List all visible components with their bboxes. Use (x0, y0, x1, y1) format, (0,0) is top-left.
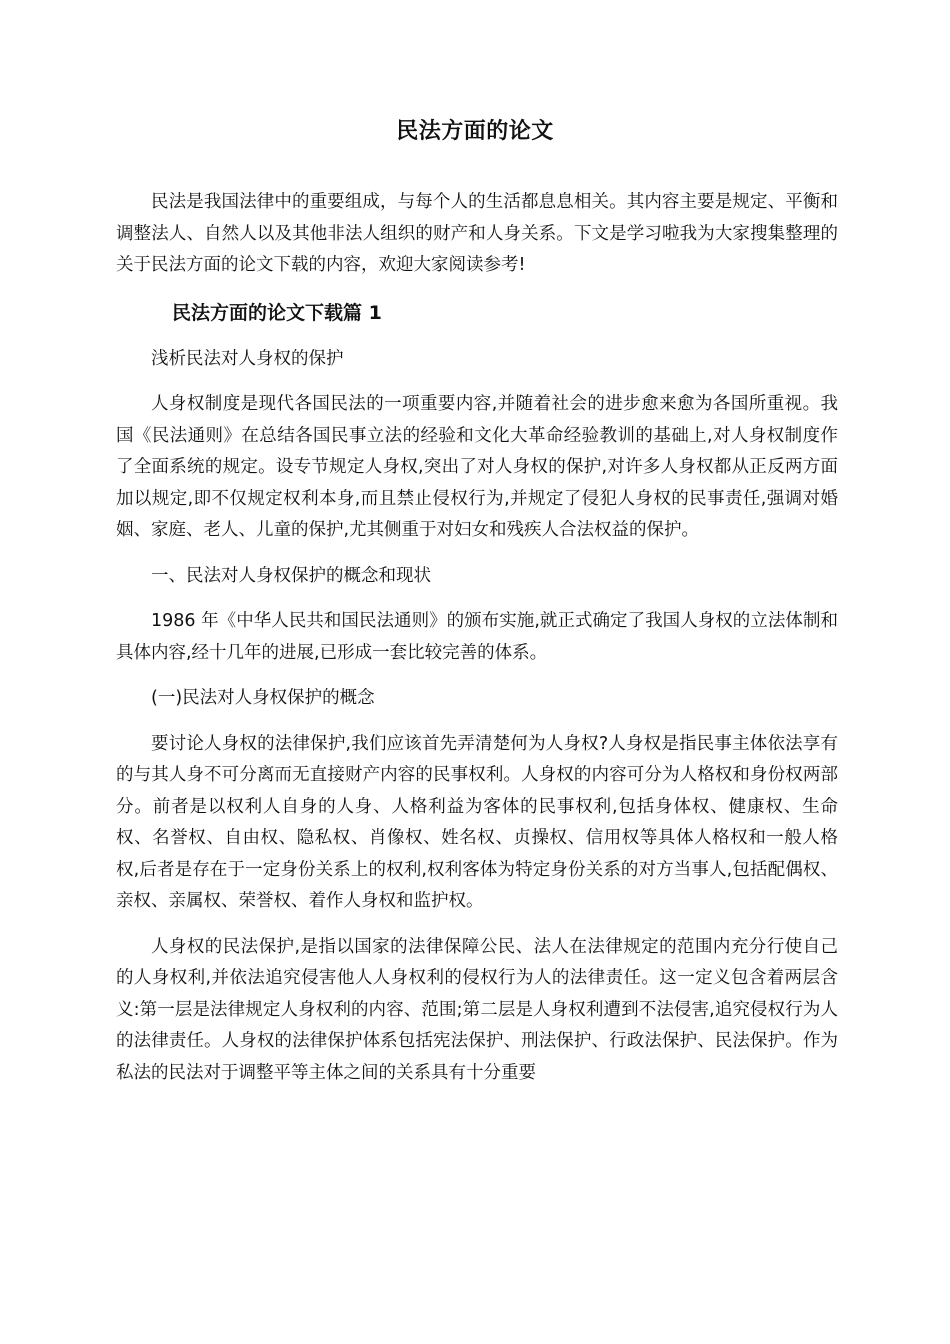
body-paragraph: 人身权制度是现代各国民法的一项重要内容,并随着社会的进步愈来愈为各国所重视。我国《民法通则》在总结各国民事立法的经验和文化大革命经验教训的基础上,对人身权制度作了全面系统的规定。设专节规定人身权,突出了对人身权的保护,对许多人身权都从正反两方面加以规定,即不仅规定权利本身,而且禁止侵权行为,并规定了侵犯人身权的民事责任,强调对婚姻、家庭、老人、儿童的保护,尤其侧重于对妇女和残疾人合法权益的保护。 (116, 394, 838, 540)
subheading: (一)民法对人身权保护的概念 (151, 688, 375, 708)
intro-paragraph: 民法是我国法律中的重要组成，与每个人的生活都息息相关。其内容主要是规定、平衡和调整法人、自然人以及其他非法人组织的财产和人身关系。下文是学习啦我为大家搜集整理的关于民法方面的论文下载的内容，欢迎大家阅读参考! (116, 192, 838, 275)
body-paragraph: 人身权的民法保护,是指以国家的法律保障公民、法人在法律规定的范围内充分行使自己的人身权利,并依法追究侵害他人人身权利的侵权行为人的法律责任。这一定义包含着两层含义:第一层是法律规定人身权利的内容、范围;第二层是人身权利遭到不法侵害,追究侵权行为人的法律责任。人身权的法律保护体系包括宪法保护、刑法保护、行政法保护、民法保护。作为私法的民法对于调整平等主体之间的关系具有十分重要 (116, 936, 838, 1083)
body-paragraph: 1986 年《中华人民共和国民法通则》的颁布实施,就正式确定了我国人身权的立法体制和具体内容,经十几年的进展,已形成一套比较完善的体系。 (116, 611, 838, 663)
document-body (116, 187, 838, 1103)
article-title: 浅析民法对人身权的保护 (151, 348, 344, 369)
subheading: 一、民法对人身权保护的概念和现状 (151, 565, 431, 586)
body-paragraph: 要讨论人身权的法律保护,我们应该首先弄清楚何为人身权?人身权是指民事主体依法享有的与其人身不可分离而无直接财产内容的民事权利。人身权的内容可分为人格权和身份权两部分。前者是以权利人自身的人身、人格利益为客体的民事权利,包括身体权、健康权、生命权、名誉权、自由权、隐私权、肖像权、姓名权、贞操权、信用权等具体人格权和一般人格权,后者是存在于一定身份关系上的权利,权利客体为特定身份关系的对方当事人,包括配偶权、亲权、亲属权、荣誉权、着作人身权和监护权。 (116, 733, 838, 911)
section-heading: 民法方面的论文下载篇 1 (172, 301, 382, 324)
document-title: 民法方面的论文 (396, 119, 554, 144)
